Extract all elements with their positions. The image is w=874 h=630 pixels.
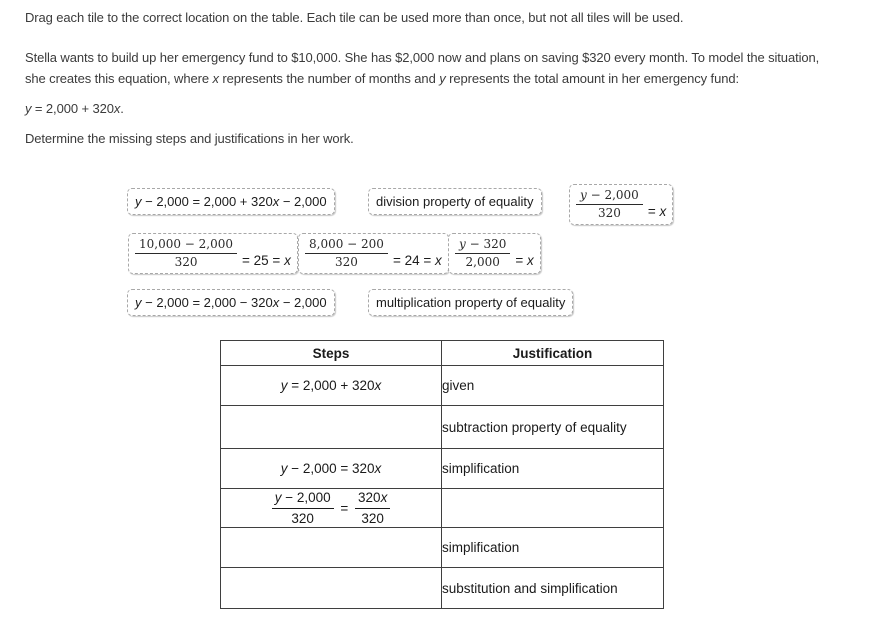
table-row-2 — [221, 406, 664, 449]
tile-y-minus-320-over-2000[interactable] — [448, 233, 541, 274]
step-cell-y-minus-2000-equals-320x: y − 2,000 = 320x — [221, 449, 442, 489]
table-header-row — [221, 341, 664, 366]
justification-cell-given: given — [442, 366, 664, 406]
fraction — [135, 237, 237, 270]
fraction-suffix: = 24 = x — [392, 253, 442, 268]
fraction-suffix: = x — [515, 253, 534, 268]
problem-text — [25, 47, 819, 89]
problem-line-2: she creates this equation, where x represents the number of months and y represents the total amount in her emergency fund: — [25, 71, 739, 86]
prompt-text: Determine the missing steps and justifications in her work. — [25, 131, 354, 146]
step-drop-cell-row2[interactable] — [221, 406, 442, 449]
fraction-numerator: y − 320 — [455, 237, 510, 254]
table-row-6 — [221, 568, 664, 609]
justification-cell-subtraction-property: subtraction property of equality — [442, 406, 664, 449]
fraction — [272, 490, 334, 527]
fraction — [455, 237, 510, 270]
fraction-denominator: 2,000 — [465, 255, 500, 269]
justification-column-header: Justification — [442, 341, 664, 366]
tile-y-minus-2000-over-320[interactable] — [569, 184, 673, 225]
justification-cell-simplification-1: simplification — [442, 449, 664, 489]
fraction-denominator: 320 — [597, 206, 621, 220]
tile-10000-minus-2000-over-320[interactable] — [128, 233, 298, 274]
fraction — [355, 490, 390, 527]
equals-sign: = — [340, 500, 349, 516]
table-row-5 — [221, 528, 664, 568]
fraction-numerator: 10,000 − 2,000 — [135, 237, 237, 254]
steps-justification-table — [220, 340, 664, 609]
step-drop-cell-row6[interactable] — [221, 568, 442, 609]
step-cell-divide-both-sides — [221, 489, 442, 528]
fraction-numerator: y − 2,000 — [272, 490, 334, 509]
tile-division-property[interactable]: division property of equality — [368, 188, 542, 215]
fraction-numerator: 8,000 − 200 — [305, 237, 388, 254]
fraction-numerator: 320x — [355, 490, 390, 509]
table-row-3 — [221, 449, 664, 489]
fraction-denominator: 320 — [291, 510, 314, 526]
justification-cell-simplification-2: simplification — [442, 528, 664, 568]
fraction-numerator: y − 2,000 — [576, 188, 643, 205]
fraction — [305, 237, 388, 270]
steps-column-header: Steps — [221, 341, 442, 366]
tile-multiplication-property[interactable]: multiplication property of equality — [368, 289, 573, 316]
fraction-denominator: 320 — [335, 255, 358, 269]
tile-subtract-2000-minus-320x[interactable]: y − 2,000 = 2,000 − 320x − 2,000 — [127, 289, 335, 316]
instruction-text: Drag each tile to the correct location on the table. Each tile can be used more than once, but not all tiles will be used. — [25, 10, 684, 25]
step-drop-cell-row5[interactable] — [221, 528, 442, 568]
fraction-suffix: = 25 = x — [242, 253, 291, 268]
table-row-4 — [221, 489, 664, 528]
equation-text: y = 2,000 + 320x. — [25, 101, 124, 116]
fraction-denominator: 320 — [174, 255, 198, 269]
fraction-suffix: = x — [647, 204, 667, 219]
tile-8000-minus-200-over-320[interactable] — [298, 233, 449, 274]
justification-drop-cell-row4[interactable] — [442, 489, 664, 528]
fraction-denominator: 320 — [361, 510, 384, 526]
justification-cell-substitution: substitution and simplification — [442, 568, 664, 609]
problem-line-1: Stella wants to build up her emergency fund to $10,000. She has $2,000 now and plans on saving $320 every month. To model the situation, — [25, 50, 820, 65]
step-cell-given-equation: y = 2,000 + 320x — [221, 366, 442, 406]
tile-subtract-2000-both-sides[interactable]: y − 2,000 = 2,000 + 320x − 2,000 — [127, 188, 335, 215]
table-row-1 — [221, 366, 664, 406]
fraction — [576, 188, 643, 221]
